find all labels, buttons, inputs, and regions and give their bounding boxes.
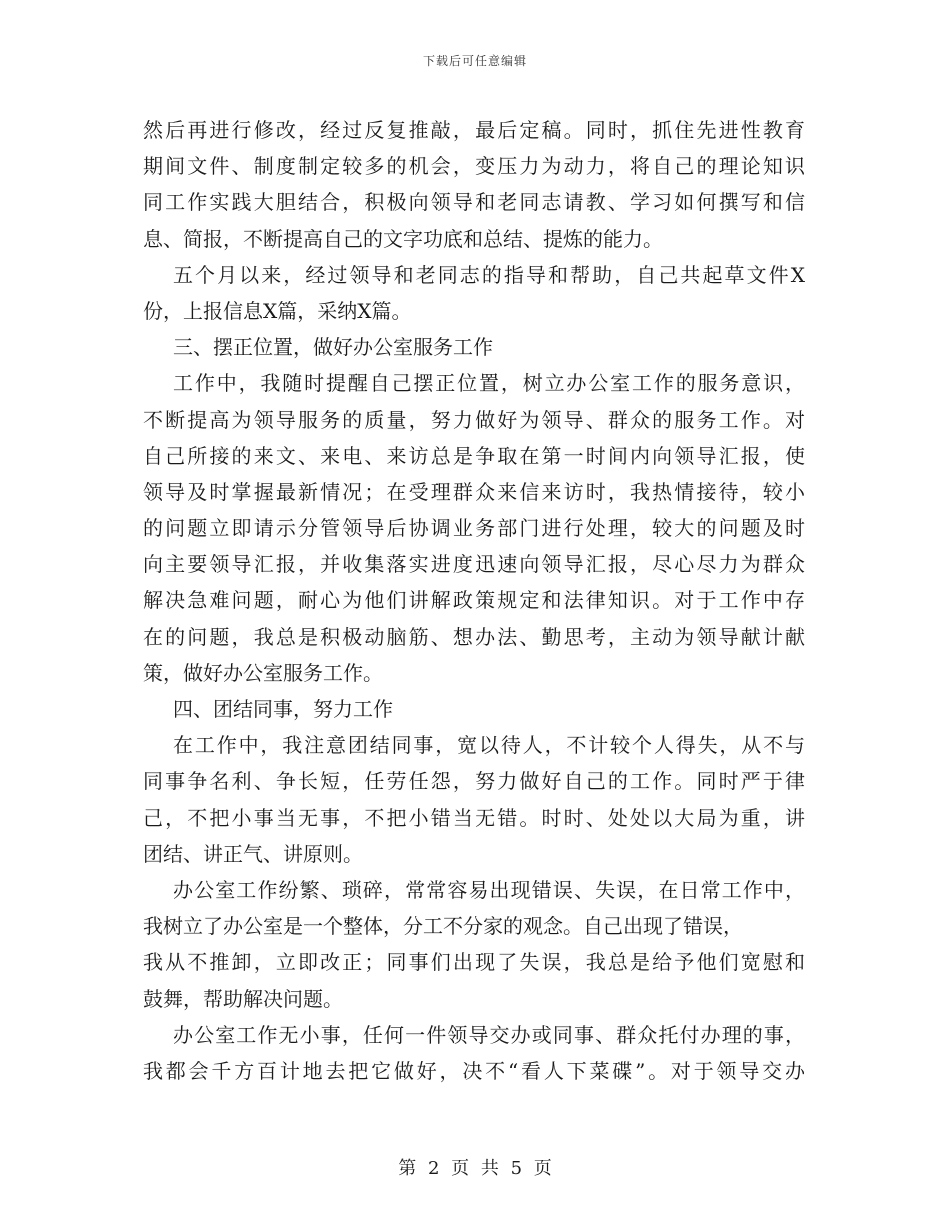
text-line: 期间文件、制度制定较多的机会，变压力为动力，将自己的理论知识 xyxy=(143,154,805,179)
page-number: 第 2 页 共 5 页 xyxy=(398,1158,552,1179)
text-line: 然后再进行修改，经过反复推敲，最后定稿。同时，抓住先进性教育 xyxy=(143,118,805,142)
text-line: 向主要领导汇报，并收集落实进度迅速向领导汇报，尽心尽力为群众 xyxy=(143,552,805,577)
text-line: 策，做好办公室服务工作。 xyxy=(143,660,383,685)
text-line: 鼓舞，帮助解决问题。 xyxy=(143,986,343,1011)
text-line: 息、简报，不断提高自己的文字功底和总结、提炼的能力。 xyxy=(143,226,663,251)
text-line: 在工作中，我注意团结同事，宽以待人，不计较个人得失，从不与 xyxy=(173,733,805,758)
text-line: 办公室工作纷繁、琐碎，常常容易出现错误、失误，在日常工作中， xyxy=(173,877,805,902)
text-line: 自己所接的来文、来电、来访总是争取在第一时间内向领导汇报，使 xyxy=(143,443,805,468)
text-line: 五个月以来，经过领导和老同志的指导和帮助，自己共起草文件X xyxy=(173,262,805,287)
text-line: 我都会千方百计地去把它做好，决不“看人下菜碟”。对于领导交办 xyxy=(143,1058,805,1083)
text-line: 我树立了办公室是一个整体，分工不分家的观念。自己出现了错误， xyxy=(143,914,743,939)
text-line: 在的问题，我总是积极动脑筋、想办法、勤思考，主动为领导献计献 xyxy=(143,624,805,649)
text-line: 我从不推卸，立即改正；同事们出现了失误，我总是给予他们宽慰和 xyxy=(143,950,805,975)
text-line: 同事争名利、争长短，任劳任怨，努力做好自己的工作。同时严于律 xyxy=(143,769,805,794)
text-line: 份，上报信息X篇，采纳X篇。 xyxy=(143,298,412,323)
text-line: 的问题立即请示分管领导后协调业务部门进行处理，较大的问题及时 xyxy=(143,516,805,541)
text-line: 办公室工作无小事，任何一件领导交办或同事、群众托付办理的事， xyxy=(173,1022,805,1047)
text-line: 团结、讲正气、讲原则。 xyxy=(143,841,363,866)
page-header-note: 下载后可任意编辑 xyxy=(422,54,527,68)
document-body xyxy=(143,112,805,1089)
section-heading: 三、摆正位置，做好办公室服务工作 xyxy=(173,335,493,360)
text-line: 领导及时掌握最新情况；在受理群众来信来访时，我热情接待，较小 xyxy=(143,479,805,504)
text-line: 同工作实践大胆结合，积极向领导和老同志请教、学习如何撰写和信 xyxy=(143,190,805,215)
text-line: 工作中，我随时提醒自己摆正位置，树立办公室工作的服务意识， xyxy=(173,371,805,396)
section-heading: 四、团结同事，努力工作 xyxy=(173,697,393,721)
text-line: 己，不把小事当无事，不把小错当无错。时时、处处以大局为重，讲 xyxy=(143,805,805,830)
text-line: 解决急难问题，耐心为他们讲解政策规定和法律知识。对于工作中存 xyxy=(143,588,805,613)
text-line: 不断提高为领导服务的质量，努力做好为领导、群众的服务工作。对 xyxy=(143,407,805,432)
